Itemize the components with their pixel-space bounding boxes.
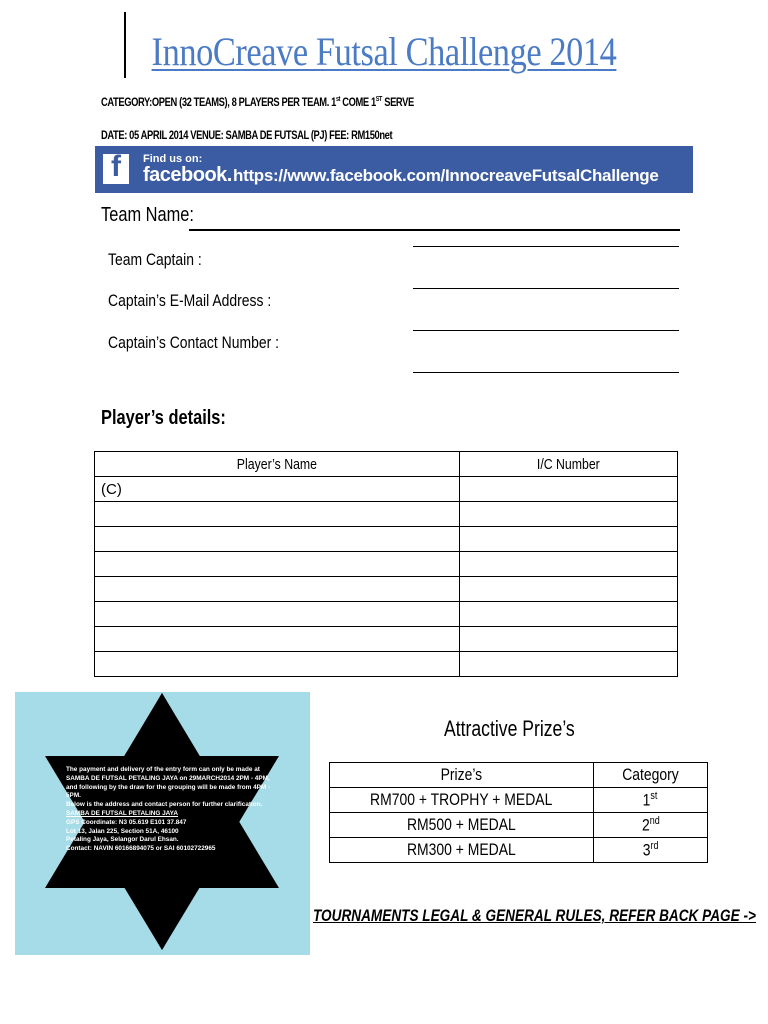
table-row (95, 527, 678, 552)
table-row (95, 477, 678, 502)
prize-table (329, 762, 708, 863)
table-header-row (330, 763, 708, 788)
player-name-cell[interactable] (95, 577, 460, 602)
email-label: Captain’s E-Mail Address : (108, 291, 272, 310)
contact-field[interactable] (413, 372, 679, 373)
contact-line: Contact: NAVIN 60166894075 or SAI 60102722965 (66, 845, 216, 853)
column-header: Player’s Name (95, 452, 460, 477)
category-cell: 1st (594, 788, 708, 813)
player-name-cell[interactable] (95, 627, 460, 652)
gps-coordinate: GPS Coordinate: N3 05.619 E101 37.847 (66, 818, 187, 826)
date-venue-fee-line: DATE: 05 APRIL 2014 VENUE: SAMBA DE FUTSAL (PJ) FEE: RM150net (101, 128, 393, 142)
team-name-field[interactable] (189, 229, 680, 231)
column-header: Prize’s (330, 763, 594, 788)
facebook-find-us: Find us on: (143, 153, 203, 165)
player-name-cell[interactable] (95, 527, 460, 552)
ic-number-cell[interactable] (460, 627, 678, 652)
ic-number-cell[interactable] (460, 477, 678, 502)
player-name-cell[interactable] (95, 652, 460, 677)
column-header: Category (594, 763, 708, 788)
category-cell: 3rd (594, 838, 708, 863)
table-row (95, 627, 678, 652)
facebook-wordmark: facebook. (143, 164, 232, 186)
prize-cell: RM700 + TROPHY + MEDAL (330, 788, 594, 813)
email-field[interactable] (413, 330, 679, 331)
table-row (330, 838, 708, 863)
captain-field[interactable] (413, 288, 679, 289)
table-row (95, 502, 678, 527)
team-name-label: Team Name: (101, 204, 194, 226)
category-line: CATEGORY:OPEN (32 TEAMS), 8 PLAYERS PER TEAM. 1st COME 1ST SERVE (101, 95, 414, 109)
players-table (94, 451, 678, 677)
players-heading: Player’s details: (101, 407, 226, 429)
payment-info-text (66, 766, 276, 854)
table-row (330, 813, 708, 838)
table-row (95, 652, 678, 677)
facebook-f-glyph: f (111, 150, 121, 183)
info-paragraph: The payment and delivery of the entry form can only be made at SAMBA DE FUTSAL PETALING JAYA on 29MARCH2014 2PM - 4PM, and following by the draw for the grouping will be made from 4PM - 5PM. (66, 766, 271, 800)
prizes-heading: Attractive Prize’s (444, 716, 575, 741)
address-line: Lot 13, Jalan 225, Section 51A, 46100 (66, 827, 179, 835)
info-paragraph: Below is the address and contact person for further clarification. (66, 801, 263, 809)
ic-number-cell[interactable] (460, 652, 678, 677)
captain-field-line-top (413, 246, 679, 247)
player-name-cell[interactable] (95, 552, 460, 577)
player-name-cell[interactable] (95, 602, 460, 627)
table-row (95, 602, 678, 627)
column-header: I/C Number (460, 452, 678, 477)
ic-number-cell[interactable] (460, 577, 678, 602)
table-row (330, 788, 708, 813)
player-name-cell[interactable] (95, 502, 460, 527)
captain-label: Team Captain : (108, 250, 202, 269)
rules-back-page-link[interactable]: TOURNAMENTS LEGAL & GENERAL RULES, REFER BACK PAGE -> (313, 906, 756, 925)
player-name-cell[interactable]: (C) (95, 477, 460, 502)
ic-number-cell[interactable] (460, 602, 678, 627)
table-row (95, 577, 678, 602)
prize-cell: RM500 + MEDAL (330, 813, 594, 838)
prize-cell: RM300 + MEDAL (330, 838, 594, 863)
facebook-url-link[interactable]: https://www.facebook.com/InnocreaveFutsalChallenge (233, 166, 659, 185)
category-cell: 2nd (594, 813, 708, 838)
contact-label: Captain’s Contact Number : (108, 333, 279, 352)
table-row (95, 552, 678, 577)
venue-name: SAMBA DE FUTSAL PETALING JAYA (66, 809, 178, 817)
page-title: InnoCreave Futsal Challenge 2014 (151, 29, 617, 74)
ic-number-cell[interactable] (460, 527, 678, 552)
address-line: Petaling Jaya, Selangor Darul Ehsan. (66, 836, 179, 844)
table-header-row (95, 452, 678, 477)
ic-number-cell[interactable] (460, 552, 678, 577)
ic-number-cell[interactable] (460, 502, 678, 527)
